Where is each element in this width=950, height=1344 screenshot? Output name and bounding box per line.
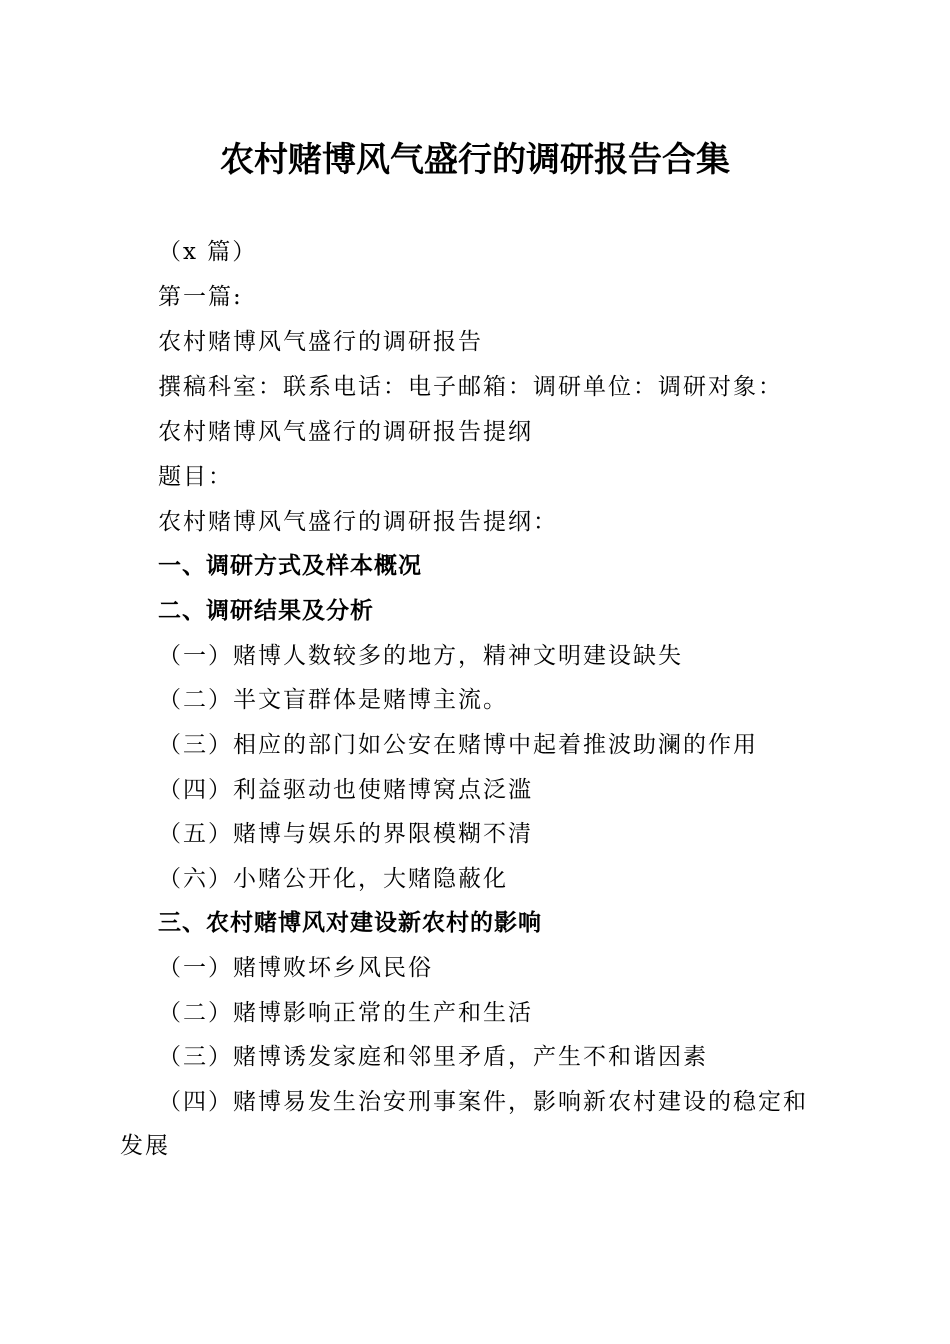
list-item: （四）利益驱动也使赌博窝点泛滥 <box>158 777 533 803</box>
list-item: （三）赌博诱发家庭和邻里矛盾，产生不和谐因素 <box>158 1044 708 1070</box>
list-item: （一）赌博人数较多的地方，精神文明建设缺失 <box>158 643 683 669</box>
section-heading-2: 二、调研结果及分析 <box>158 598 374 624</box>
outline-title-colon: 农村赌博风气盛行的调研报告提纲： <box>158 509 558 535</box>
meta-line: 撰稿科室：联系电话：电子邮箱：调研单位：调研对象： <box>158 374 783 400</box>
section-heading-1: 一、调研方式及样本概况 <box>158 553 422 579</box>
list-item: （二）半文盲群体是赌博主流。 <box>158 687 508 713</box>
list-item: （二）赌博影响正常的生产和生活 <box>158 1000 533 1026</box>
count-note: （x 篇） <box>158 239 258 265</box>
document-title: 农村赌博风气盛行的调研报告合集 <box>220 140 730 180</box>
topic-label: 题目： <box>158 464 233 490</box>
list-item-line1: （四）赌博易发生治安刑事案件，影响新农村建设的稳定和 <box>158 1089 808 1115</box>
list-item-line2: 发展 <box>120 1133 170 1159</box>
list-item: （六）小赌公开化，大赌隐蔽化 <box>158 866 508 892</box>
outline-title: 农村赌博风气盛行的调研报告提纲 <box>158 419 533 445</box>
list-item: （三）相应的部门如公安在赌博中起着推波助澜的作用 <box>158 732 758 758</box>
list-item: （一）赌博败坏乡风民俗 <box>158 955 433 981</box>
report-title: 农村赌博风气盛行的调研报告 <box>158 329 483 355</box>
list-item: （五）赌博与娱乐的界限模糊不清 <box>158 821 533 847</box>
section-heading-3: 三、农村赌博风对建设新农村的影响 <box>158 910 542 936</box>
part-label: 第一篇: <box>158 284 243 310</box>
